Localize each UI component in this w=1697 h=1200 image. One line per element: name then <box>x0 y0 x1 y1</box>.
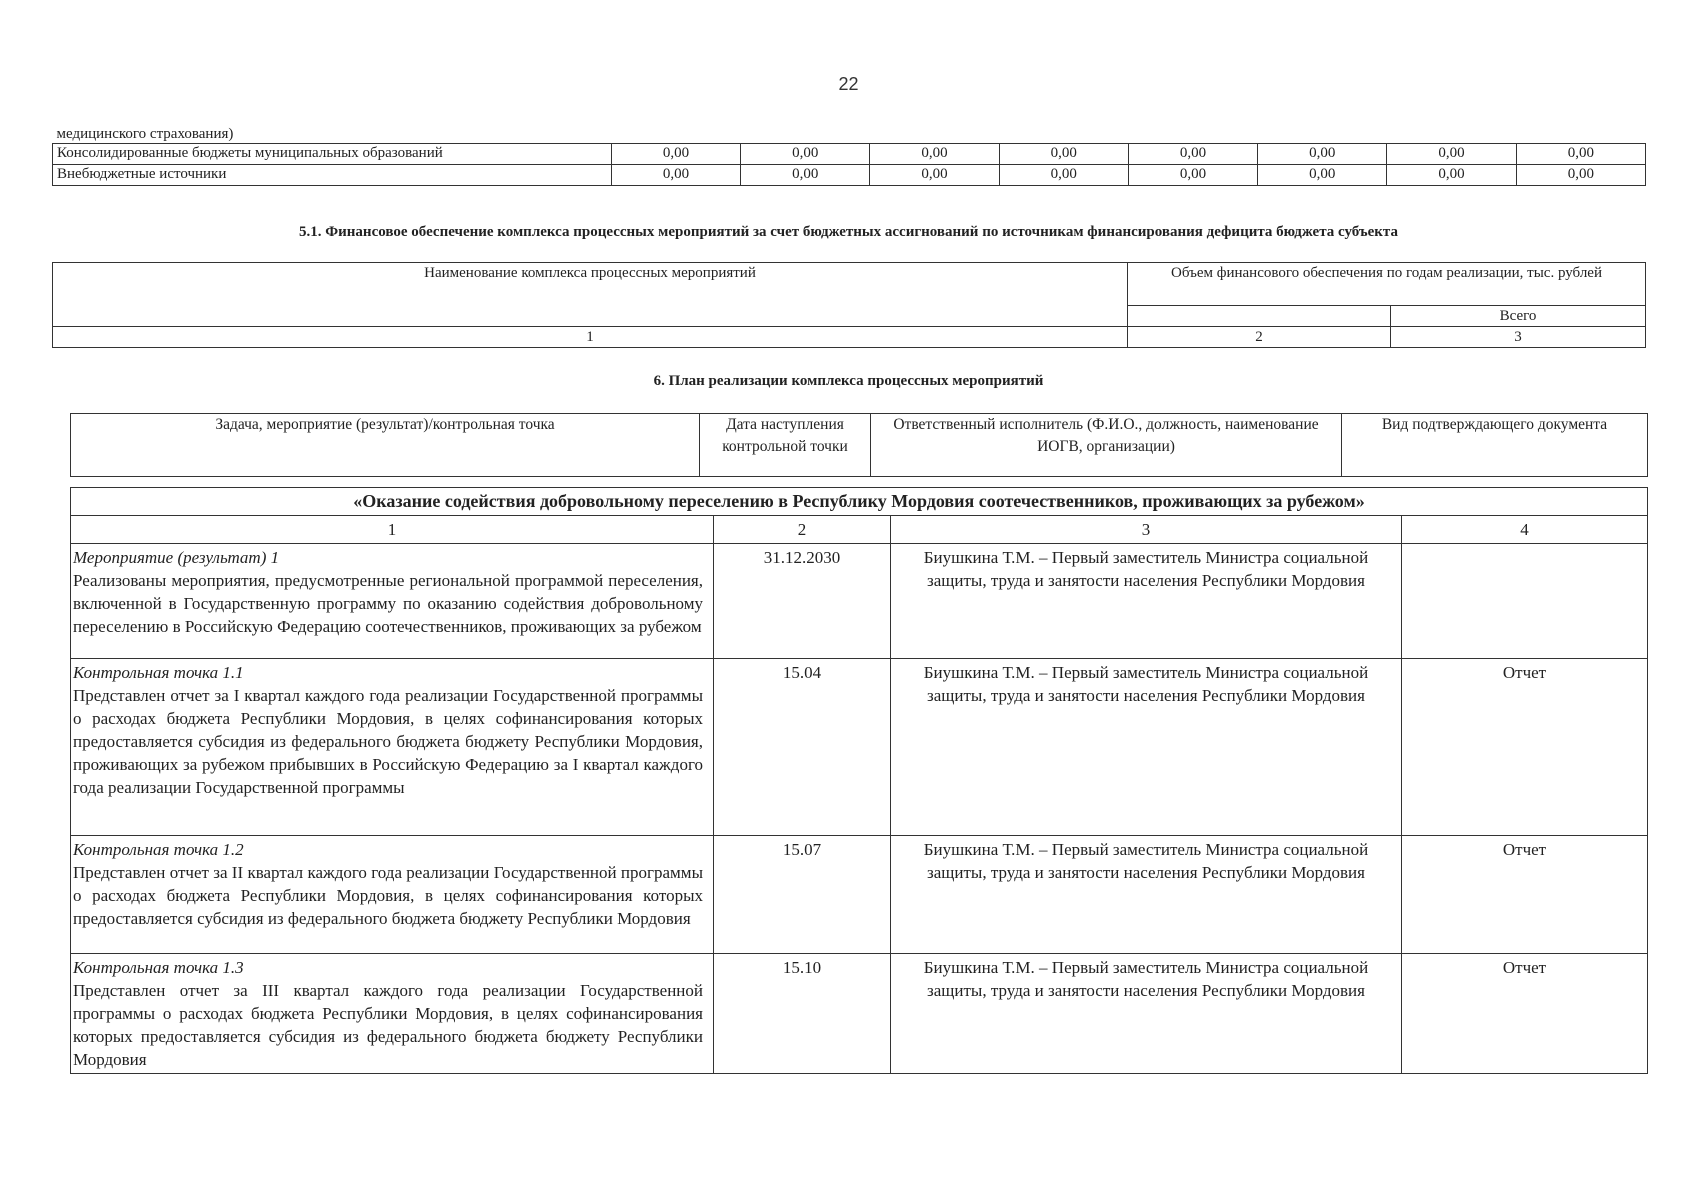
header-name: Наименование комплекса процессных мероприятий <box>53 263 1128 327</box>
table-row <box>71 954 1648 1074</box>
plan-header-table <box>70 413 1648 477</box>
cell-value: 0,00 <box>870 165 999 186</box>
cell-value: 0,00 <box>741 144 870 165</box>
task-cell <box>71 544 714 659</box>
cell-value: 0,00 <box>1258 165 1387 186</box>
cell-value: 0,00 <box>999 144 1128 165</box>
date-cell: 31.12.2030 <box>714 544 891 659</box>
date-cell: 15.10 <box>714 954 891 1074</box>
task-text: Представлен отчет за III квартал каждого года реализации Государственной программы о расходах бюджета Республики Мордовия, в целях софинансирования которых предоставляется субсидия из федерального бюджета бюджету Республики Мордовия <box>73 981 703 1069</box>
document-cell <box>1402 544 1648 659</box>
header-task: Задача, мероприятие (результат)/контрольная точка <box>71 414 700 477</box>
task-cell <box>71 659 714 836</box>
block-title: «Оказание содействия добровольному переселению в Республику Мордовия соотечественников, проживающих за рубежом» <box>71 488 1648 516</box>
row-name: Внебюджетные источники <box>53 165 612 186</box>
task-kind: Контрольная точка 1.1 <box>73 663 244 682</box>
header-executor: Ответственный исполнитель (Ф.И.О., должность, наименование ИОГВ, организации) <box>871 414 1342 477</box>
task-kind: Контрольная точка 1.3 <box>73 958 244 977</box>
col-number: 2 <box>714 516 891 544</box>
document-cell: Отчет <box>1402 954 1648 1074</box>
header-empty <box>1128 306 1391 327</box>
header-date: Дата наступления контрольной точки <box>700 414 871 477</box>
task-cell <box>71 954 714 1074</box>
cell-value: 0,00 <box>1387 144 1516 165</box>
task-text: Представлен отчет за II квартал каждого года реализации Государственной программы о расходах бюджета Республики Мордовия, в целях софинансирования которых предоставляется субсидия из федерального бюджета бюджету Республики Мордовия <box>73 863 703 928</box>
executor-cell: Биушкина Т.М. – Первый заместитель Министра социальной защиты, труда и занятости населения Республики Мордовия <box>891 544 1402 659</box>
section-5-1-title: 5.1. Финансовое обеспечение комплекса процессных мероприятий за счет бюджетных ассигнований по источникам финансирования дефицита бюджета субъекта <box>299 224 1398 240</box>
section-5-1-table <box>52 262 1646 348</box>
cell-value: 0,00 <box>999 165 1128 186</box>
cell-value: 0,00 <box>1516 144 1645 165</box>
cell-value: 0,00 <box>611 165 740 186</box>
executor-cell: Биушкина Т.М. – Первый заместитель Министра социальной защиты, труда и занятости населения Республики Мордовия <box>891 954 1402 1074</box>
col-number: 2 <box>1128 327 1391 348</box>
executor-cell: Биушкина Т.М. – Первый заместитель Министра социальной защиты, труда и занятости населения Республики Мордовия <box>891 836 1402 954</box>
task-text: Реализованы мероприятия, предусмотренные региональной программой переселения, включенной в Государственную программу по оказанию содействия добровольному переселению в Российскую Федерацию соотечественников, проживающих за рубежом <box>73 571 703 636</box>
row-name: Консолидированные бюджеты муниципальных образований <box>53 144 612 165</box>
finance-table <box>52 127 1646 186</box>
table-row <box>71 544 1648 659</box>
task-kind: Контрольная точка 1.2 <box>73 840 244 859</box>
document-cell: Отчет <box>1402 659 1648 836</box>
cell-value: 0,00 <box>870 144 999 165</box>
header-volume: Объем финансового обеспечения по годам реализации, тыс. рублей <box>1128 263 1646 306</box>
plan-table <box>70 487 1648 1074</box>
date-cell: 15.07 <box>714 836 891 954</box>
col-number: 3 <box>891 516 1402 544</box>
document-cell: Отчет <box>1402 836 1648 954</box>
cell-value: 0,00 <box>611 144 740 165</box>
header-document: Вид подтверждающего документа <box>1342 414 1648 477</box>
table-row <box>53 144 1646 165</box>
cell-value: 0,00 <box>1258 144 1387 165</box>
cell-value: 0,00 <box>1387 165 1516 186</box>
cell-value: 0,00 <box>1128 165 1257 186</box>
task-text: Представлен отчет за I квартал каждого года реализации Государственной программы о расходах бюджета Республики Мордовия, в целях софинансирования которых предоставляется субсидия из федерального бюджета бюджету Республики Мордовия, проживающих за рубежом прибывших в Российскую Федерацию за I квартал каждого года реализации Государственной программы <box>73 686 703 797</box>
table-row <box>53 165 1646 186</box>
date-cell: 15.04 <box>714 659 891 836</box>
cell-value: 0,00 <box>1128 144 1257 165</box>
section-6-title: 6. План реализации комплекса процессных мероприятий <box>653 373 1044 389</box>
task-kind: Мероприятие (результат) 1 <box>73 548 280 567</box>
continued-label: медицинского страхования) <box>53 127 612 144</box>
cell-value: 0,00 <box>1516 165 1645 186</box>
header-total: Всего <box>1391 306 1646 327</box>
cell-value: 0,00 <box>741 165 870 186</box>
table-row <box>71 659 1648 836</box>
table-row <box>71 836 1648 954</box>
col-number: 3 <box>1391 327 1646 348</box>
task-cell <box>71 836 714 954</box>
page-number: 22 <box>838 74 859 94</box>
executor-cell: Биушкина Т.М. – Первый заместитель Министра социальной защиты, труда и занятости населения Республики Мордовия <box>891 659 1402 836</box>
col-number: 1 <box>53 327 1128 348</box>
col-number: 4 <box>1402 516 1648 544</box>
col-number: 1 <box>71 516 714 544</box>
